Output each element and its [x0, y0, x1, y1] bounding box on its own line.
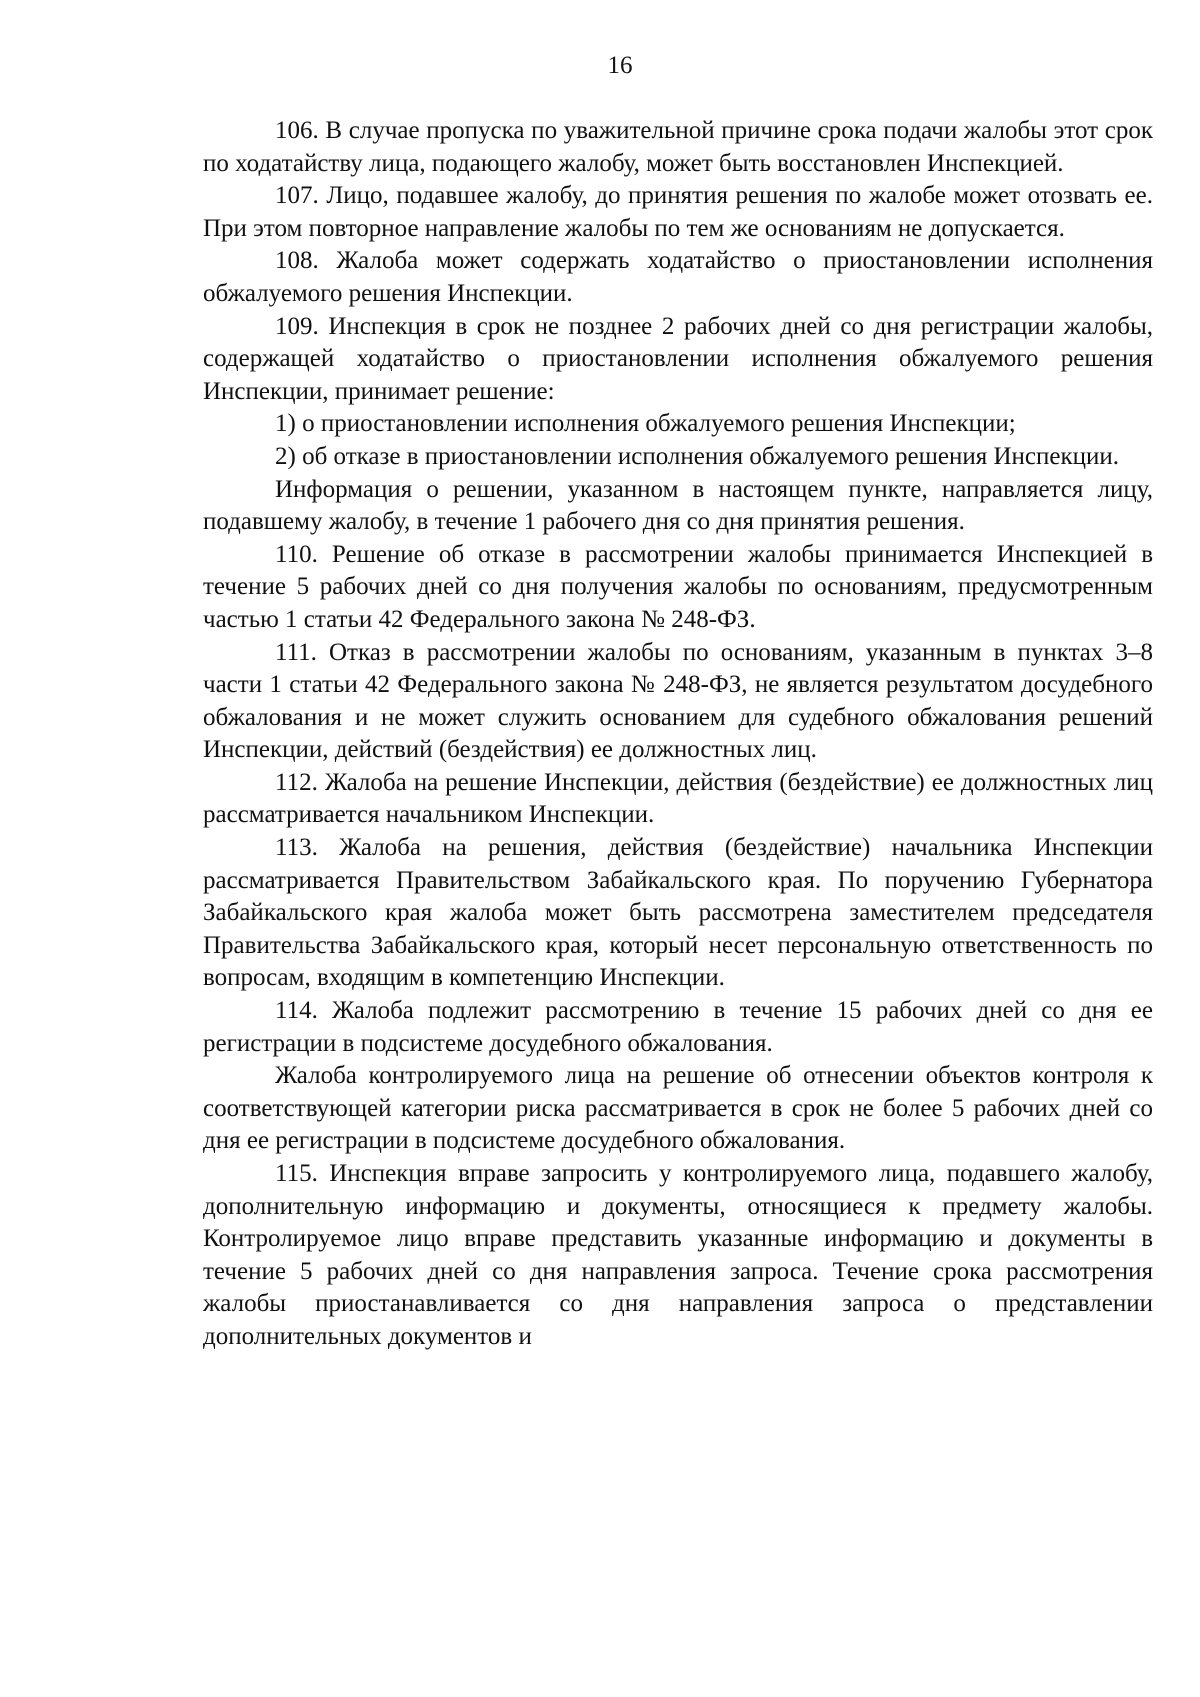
paragraph-112: 112. Жалоба на решение Инспекции, действия (бездействие) ее должностных лиц рассматривается начальником Инспекции.: [203, 768, 1153, 829]
paragraph-115: 115. Инспекция вправе запросить у контролируемого лица, подавшего жалобу, дополнительную информацию и документы, относящиеся к предмету жалобы. Контролируемое лицо вправе представить указанные информацию и документы в течение 5 рабочих дней со дня направления запроса. Течение срока рассмотрения жалобы приостанавливается со дня направления запроса о представлении дополнительных документов и: [203, 1160, 1153, 1350]
paragraph-109-item-1: 1) о приостановлении исполнения обжалуемого решения Инспекции;: [275, 410, 1016, 438]
paragraph-109: 109. Инспекция в срок не позднее 2 рабочих дней со дня регистрации жалобы, содержащей ходатайство о приостановлении исполнения обжалуемого решения Инспекции, принимает решение:: [203, 312, 1153, 405]
paragraph-106: 106. В случае пропуска по уважительной причине срока подачи жалобы этот срок по ходатайству лица, подающего жалобу, может быть восстановлен Инспекцией.: [203, 117, 1153, 177]
paragraph-113: 113. Жалоба на решения, действия (бездействие) начальника Инспекции рассматривается Правительством Забайкальского края. По поручению Губернатора Забайкальского края жалоба может быть рассмотрена заместителем председателя Правительства Забайкальского края, который несет персональную ответственность по вопросам, входящим в компетенцию Инспекции.: [203, 834, 1153, 992]
paragraph-114-extra: Жалоба контролируемого лица на решение об отнесении объектов контроля к соответствующей категории риска рассматривается в срок не более 5 рабочих дней со дня ее регистрации в подсистеме досудебного обжалования.: [203, 1062, 1153, 1155]
paragraph-114: 114. Жалоба подлежит рассмотрению в течение 15 рабочих дней со дня ее регистрации в подсистеме досудебного обжалования.: [203, 997, 1153, 1057]
paragraph-110: 110. Решение об отказе в рассмотрении жалобы принимается Инспекцией в течение 5 рабочих дней со дня получения жалобы по основаниям, предусмотренным частью 1 статьи 42 Федерального закона № 248-ФЗ.: [203, 540, 1153, 633]
page-number: 16: [607, 52, 633, 79]
paragraph-108: 108. Жалоба может содержать ходатайство о приостановлении исполнения обжалуемого решения Инспекции.: [203, 247, 1153, 307]
paragraph-111: 111. Отказ в рассмотрении жалобы по основаниям, указанным в пунктах 3–8 части 1 статьи 42 Федерального закона № 248-ФЗ, не является результатом досудебного обжалования и не может служить основанием для судебного обжалования решений Инспекции, действий (бездействия) ее должностных лиц.: [203, 638, 1153, 764]
paragraph-109-item-2: 2) об отказе в приостановлении исполнения обжалуемого решения Инспекции.: [275, 442, 1119, 470]
document-body: [203, 115, 1153, 1354]
paragraph-109-info: Информация о решении, указанном в настоящем пункте, направляется лицу, подавшему жалобу, в течение 1 рабочего дня со дня принятия решения.: [203, 475, 1153, 536]
paragraph-107: 107. Лицо, подавшее жалобу, до принятия решения по жалобе может отозвать ее. При этом повторное направление жалобы по тем же основаниям не допускается.: [203, 182, 1153, 242]
